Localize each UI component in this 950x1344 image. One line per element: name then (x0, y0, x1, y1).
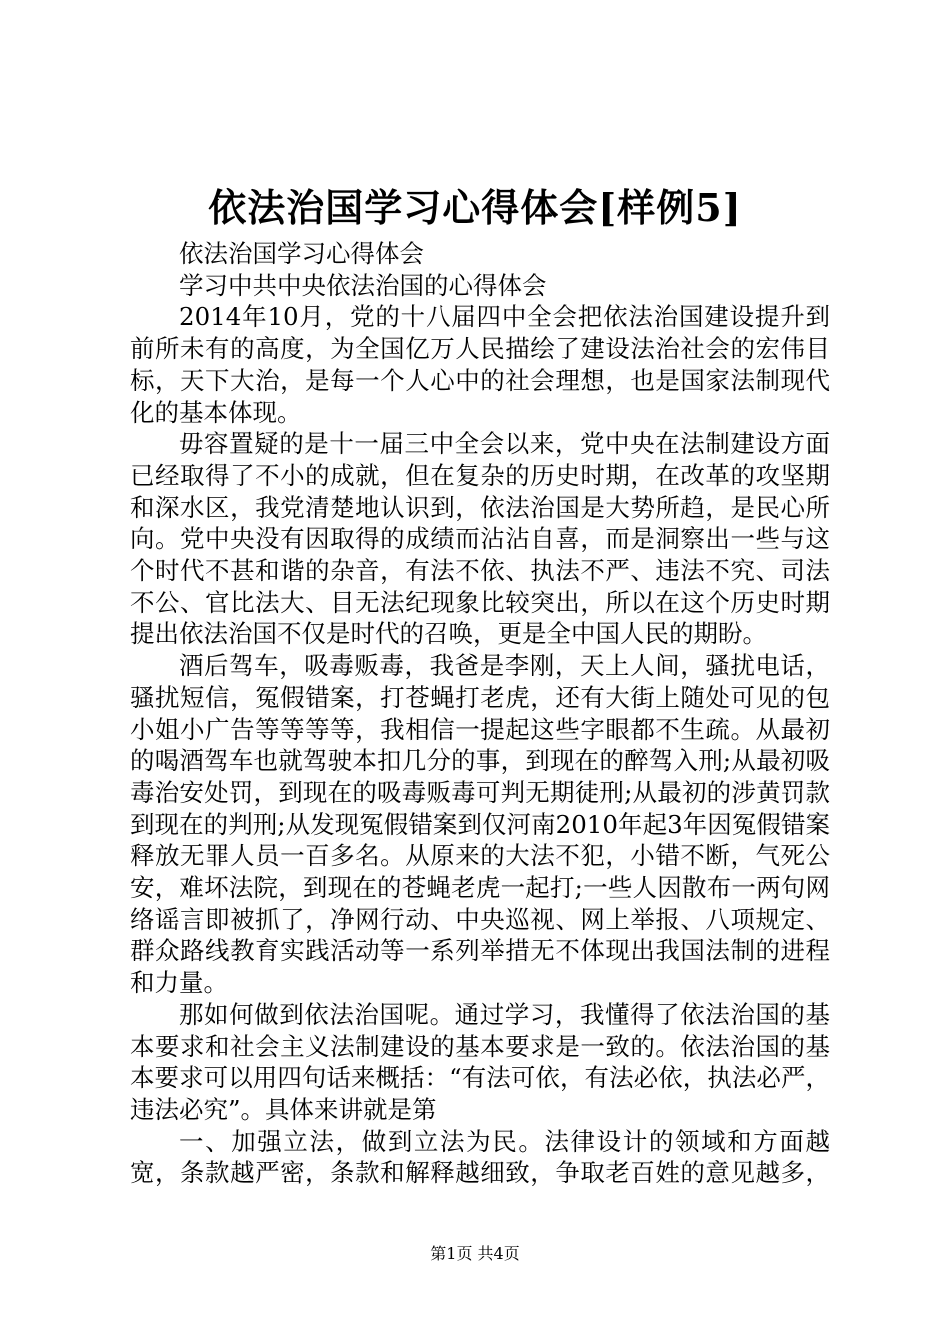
paragraph-requirements: 那如何做到依法治国呢。通过学习，我懂得了依法治国的基本要求和社会主义法制建设的基本要求是一致的。依法治国的基本要求可以用四句话来概括：“有法可依，有法必依，执法必严，违法必究”。具体来讲就是第 (130, 999, 830, 1124)
paragraph-achievements: 毋容置疑的是十一届三中全会以来，党中央在法制建设方面已经取得了不小的成就，但在复杂的历史时期，在改革的攻坚期和深水区，我党清楚地认识到，依法治国是大势所趋，是民心所向。党中央没有因取得的成绩而沾沾自喜，而是洞察出一些与这个时代不甚和谐的杂音，有法不依、执法不严、违法不究、司法不公、官比法大、目无法纪现象比较突出，所以在这个历史时期提出依法治国不仅是时代的召唤，更是全中国人民的期盼。 (130, 429, 830, 649)
document-title: 依法治国学习心得体会[样例5] (208, 185, 742, 230)
paragraph-legislation: 一、加强立法，做到立法为民。法律设计的领域和方面越宽，条款越严密，条款和解释越细致，争取老百姓的意见越多， (130, 1126, 830, 1188)
paragraph-intro: 2014年10月，党的十八届四中全会把依法治国建设提升到前所未有的高度，为全国亿万人民描绘了建设法治社会的宏伟目标，天下大治，是每一个人心中的社会理想，也是国家法制现代化的基本体现。 (130, 302, 830, 427)
paragraph-subtitle-2: 学习中共中央依法治国的心得体会 (179, 270, 547, 300)
paragraph-subtitle-1: 依法治国学习心得体会 (179, 239, 424, 268)
document-body (130, 238, 830, 1189)
paragraph-examples: 酒后驾车，吸毒贩毒，我爸是李刚，天上人间，骚扰电话，骚扰短信，冤假错案，打苍蝇打老虎，还有大街上随处可见的包小姐小广告等等等等，我相信一提起这些字眼都不生疏。从最初的喝酒驾车也就驾驶本扣几分的事，到现在的醉驾入刑;从最初吸毒治安处罚，到现在的吸毒贩毒可判无期徒刑;从最初的涉黄罚款到现在的判刑;从发现冤假错案到仅河南2010年起3年因冤假错案释放无罪人员一百多名。从原来的大法不犯，小错不断，气死公安，难坏法院，到现在的苍蝇老虎一起打;一些人因散布一两句网络谣言即被抓了，净网行动、中央巡视、网上举报、八项规定、群众路线教育实践活动等一系列举措无不体现出我国法制的进程和力量。 (130, 651, 830, 998)
page-number-footer: 第1页 共4页 (430, 1244, 520, 1263)
